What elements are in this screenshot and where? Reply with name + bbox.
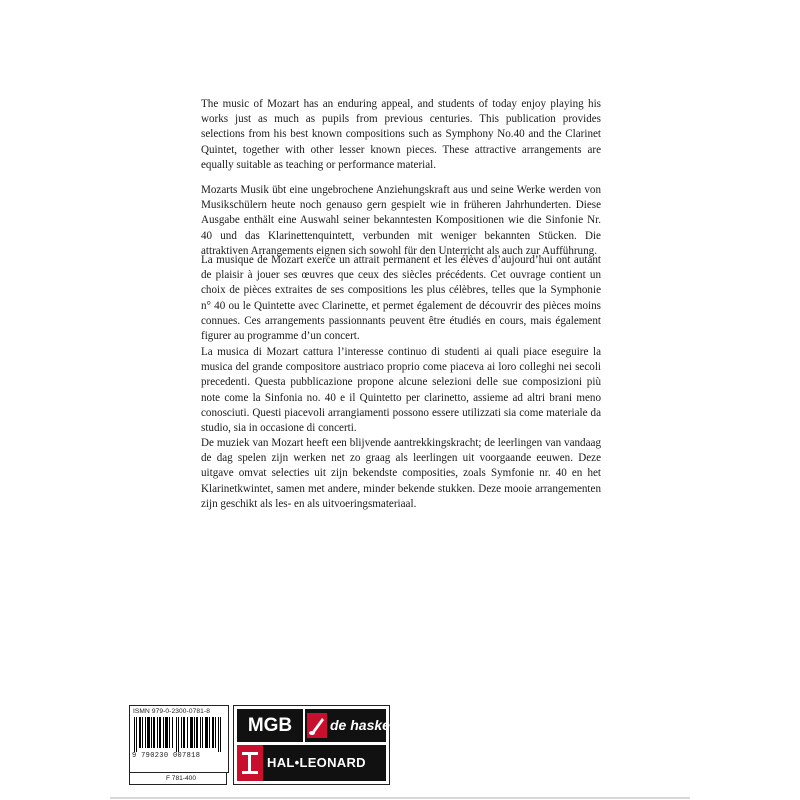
hal-leonard-text: HAL•LEONARD bbox=[267, 755, 366, 770]
mgb-logo: MGB bbox=[237, 709, 303, 742]
order-number: F 781-400 bbox=[129, 773, 227, 785]
description-dutch: De muziek van Mozart heeft een blijvende aantrekkingskracht; de leerlingen van vandaag de dag spelen zijn werken net zo graag als leerlingen uit voorgaande eeuwen. Deze uitgave omvat selecties uit zijn bekendste composities, zoals Symfonie nr. 40 en het Klarinetkwintet, samen met andere, minder bekende stukken. Deze mooie arrangementen zijn geschikt als les- en als uitvoeringsmateriaal. bbox=[201, 437, 601, 510]
description-french: La musique de Mozart exerce un attrait permanent et les élèves d’aujourd’hui ont autant de plaisir à jouer ses œuvres que ceux des siècles précédents. Cet ouvrage contient un choix de pièces extraites de ses compositions les plus célèbres, telles que la Symphonie n° 40 ou le Quintette avec Clarinette, et permet également de découvrir des pièces moins connues. Ces arrangements passionnants peuvent être étudiés en cours, mais également figurer au programme d’un concert. bbox=[201, 254, 601, 343]
description-english: The music of Mozart has an enduring appeal, and students of today enjoy playing his works just as much as pupils from previous centuries. This publication provides selections from his best known compositions such as Symphony No.40 and the Clarinet Quintet, together with other lesser known pieces. These attractive arrangements are equally suitable as teaching or performance material. bbox=[201, 98, 601, 171]
de-haske-text: de haske bbox=[330, 717, 390, 733]
de-haske-mark-icon bbox=[307, 713, 327, 738]
hal-leonard-mark-icon bbox=[237, 745, 263, 781]
barcode-label bbox=[129, 705, 229, 773]
ismn-number: ISMN 979-0-2300-0781-8 bbox=[133, 708, 210, 715]
publisher-logos bbox=[233, 705, 390, 785]
barcode-bars bbox=[134, 717, 224, 752]
barcode-digits: 9 790230 007818 bbox=[132, 752, 201, 760]
hal-leonard-logo bbox=[237, 745, 386, 781]
description-italian: La musica di Mozart cattura l’interesse continuo di studenti ai quali piace eseguire la musica del grande compositore austriaco proprio come piaceva ai loro colleghi nei secoli precedenti. Questa pubblicazione propone alcune selezioni delle sue composizioni più note come la Sinfonia no. 40 e il Quintetto per clarinetto, assieme ad altri brani meno conosciuti. Questi piacevoli arrangiamenti possono essere utilizzati sia come materiale da studio, sia in occasione di concerti. bbox=[201, 346, 601, 435]
description-german: Mozarts Musik übt eine ungebrochene Anziehungskraft aus und seine Werke werden von Musikschülern heute noch genauso gern gespielt wie in früheren Jahrhunderten. Diese Ausgabe enthält eine Auswahl seiner bekanntesten Kompositionen wie die Sinfonie Nr. 40 und das Klarinettenquintett, verbunden mit weniger bekannten Stücken. Die attraktiven Arrangements eignen sich sowohl für den Unterricht als auch zur Aufführung. bbox=[201, 184, 601, 257]
page-bottom-rule bbox=[110, 797, 690, 799]
de-haske-logo bbox=[305, 709, 390, 742]
